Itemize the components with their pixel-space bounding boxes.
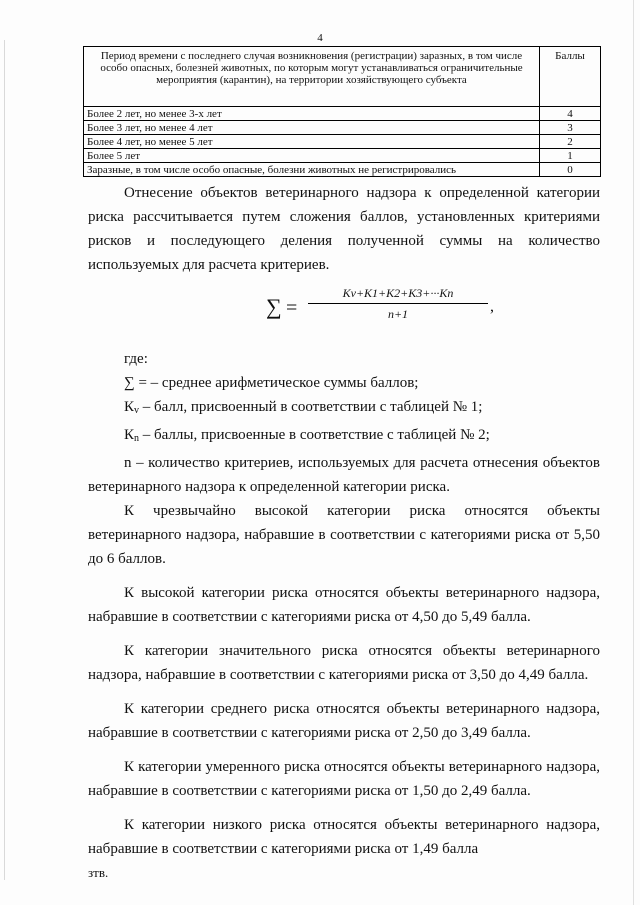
paragraph-extreme-risk: К чрезвычайно высокой категории риска относятся объекты ветеринарного надзора, набравшие в соответствии с категориями риска от 5,50 до 6 баллов. xyxy=(88,503,600,567)
formula-comma: , xyxy=(490,298,494,315)
paragraph-low-risk: К категории низкого риска относятся объекты ветеринарного надзора, набравшие в соответствии с категориями риска от 1,49 балла xyxy=(88,817,600,857)
where-label: где: xyxy=(124,351,148,367)
formula-denominator: n+1 xyxy=(387,307,409,321)
kn-subscript: n xyxy=(134,433,140,444)
formula-equals: = xyxy=(286,297,298,319)
row-period: Более 2 лет, но менее 3-х лет xyxy=(84,107,540,121)
formula-fraction xyxy=(308,285,488,322)
definition-sigma xyxy=(88,371,600,395)
definition-n: n – количество критериев, используемых для расчета отнесения объектов ветеринарного надзора к определенной категории риска. xyxy=(88,455,600,495)
header-period: Период времени с последнего случая возникновения (регистрации) заразных, в том числе особо опасных, болезней животных, по которым могут устанавливаться ограничительные мероприятия (карантин), на территории хозяйствующего субъекта xyxy=(84,47,540,107)
kn-letter: К xyxy=(124,427,135,443)
table-row xyxy=(84,121,601,135)
definition-kn xyxy=(88,423,600,451)
definition-kn-text: – баллы, присвоенные в соответствие с таблицей № 2; xyxy=(139,427,490,443)
intro-paragraph: Отнесение объектов ветеринарного надзора к определенной категории риска рассчитывается путем сложения баллов, установленных критериями рисков и последующего деления полученной суммы на количество используемых для расчета критериев. xyxy=(88,185,600,273)
row-period: Заразные, в том числе особо опасные, болезни животных не регистрировались xyxy=(84,163,540,177)
document-body xyxy=(88,181,600,885)
row-period: Более 4 лет, но менее 5 лет xyxy=(84,135,540,149)
definition-kv-text: – балл, присвоенный в соответствии с таблицей № 1; xyxy=(139,399,483,415)
row-period: Более 3 лет, но менее 4 лет xyxy=(84,121,540,135)
paragraph-significant-risk: К категории значительного риска относятся объекты ветеринарного надзора, набравшие в соответствии с категориями риска от 3,50 до 4,49 балла. xyxy=(88,643,600,683)
page-number: 4 xyxy=(317,32,323,44)
table-row xyxy=(84,107,601,121)
scan-right-edge xyxy=(633,0,634,905)
scan-left-edge xyxy=(4,40,5,880)
row-score: 2 xyxy=(540,135,601,149)
row-score: 3 xyxy=(540,121,601,135)
trailing-text: зтв. xyxy=(88,865,109,880)
header-score: Баллы xyxy=(540,47,601,107)
table-header-row xyxy=(84,47,601,107)
fraction-bar xyxy=(308,303,488,304)
definition-sigma-text: = – среднее арифметическое суммы баллов; xyxy=(134,375,419,391)
paragraph-high-risk: К высокой категории риска относятся объекты ветеринарного надзора, набравшие в соответствии с категориями риска от 4,50 до 5,49 балла. xyxy=(88,585,600,625)
kv-letter: К xyxy=(124,399,135,415)
row-score: 4 xyxy=(540,107,601,121)
formula-numerator: Kv+K1+K2+K3+···Kn xyxy=(342,286,454,300)
risk-period-table xyxy=(83,46,601,177)
paragraph-moderate-risk: К категории умеренного риска относятся объекты ветеринарного надзора, набравшие в соответствии с категориями риска от 1,50 до 2,49 балла. xyxy=(88,759,600,799)
table-row xyxy=(84,149,601,163)
row-period: Более 5 лет xyxy=(84,149,540,163)
definition-kv xyxy=(88,395,600,423)
row-score: 0 xyxy=(540,163,601,177)
table-row xyxy=(84,163,601,177)
paragraph-medium-risk: К категории среднего риска относятся объекты ветеринарного надзора, набравшие в соответствии с категориями риска от 2,50 до 3,49 балла. xyxy=(88,701,600,741)
sigma-symbol: ∑ xyxy=(124,375,135,391)
table-row xyxy=(84,135,601,149)
kv-subscript: v xyxy=(134,405,140,416)
row-score: 1 xyxy=(540,149,601,163)
trailing-fragment xyxy=(88,861,600,885)
formula-sigma: ∑ xyxy=(266,294,282,319)
average-score-formula xyxy=(88,281,600,347)
